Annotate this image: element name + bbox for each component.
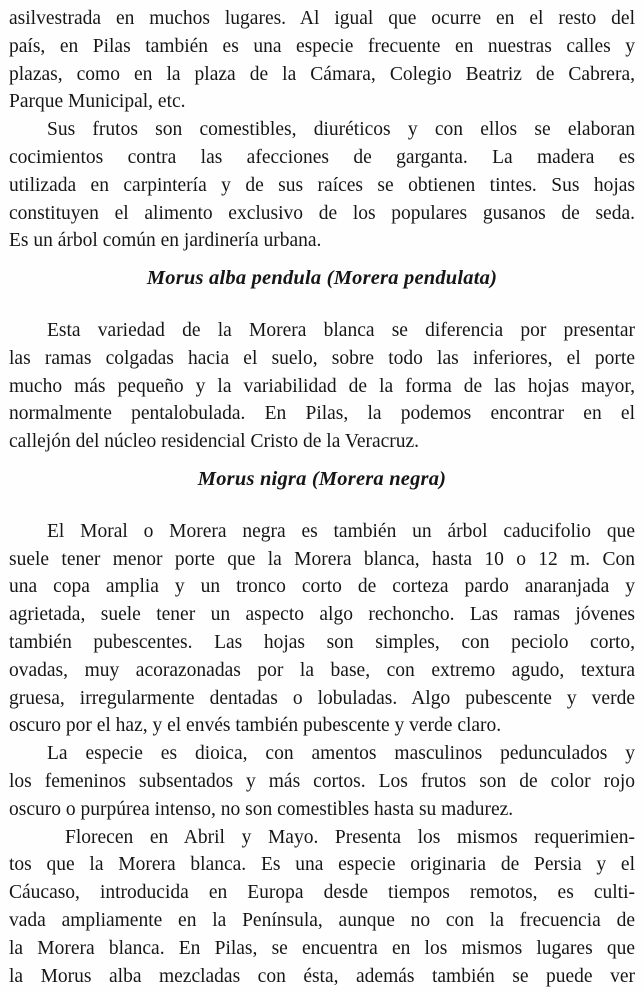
text-line: ovadas, muy acorazonadas por la base, con extremo agudo, textura xyxy=(9,659,635,681)
text-line: El Moral o Morera negra es también un árbol caducifolio que xyxy=(47,520,635,542)
text-line: Cáucaso, introducida en Europa desde tiempos remotos, es culti- xyxy=(9,882,635,904)
text-line: gruesa, irregularmente dentadas o lobuladas. Algo pubescente y verde xyxy=(9,687,635,709)
text-line: utilizada en carpintería y de sus raíces se obtienen tintes. Sus hojas xyxy=(9,174,635,196)
text-line: oscuro o purpúrea intenso, no son comestibles hasta su madurez. xyxy=(9,798,514,820)
paragraph xyxy=(9,5,635,116)
text-line: la Morera blanca. En Pilas, se encuentra en los mismos lugares que xyxy=(9,937,635,959)
text-line: normalmente pentalobulada. En Pilas, la podemos encontrar en el xyxy=(9,403,635,425)
section-heading: Morus alba pendula (Morera pendulata) xyxy=(146,267,498,290)
paragraph xyxy=(9,116,635,255)
text-line: las ramas colgadas hacia el suelo, sobre todo las inferiores, el porte xyxy=(9,347,635,369)
text-line: vada ampliamente en la Península, aunque no con la frecuencia de xyxy=(9,909,635,931)
text-line: oscuro por el haz, y el envés también pubescente y verde claro. xyxy=(9,715,502,737)
text-line: La especie es dioica, con amentos masculinos pedunculados y xyxy=(47,743,635,765)
text-column xyxy=(9,5,635,990)
text-line: Esta variedad de la Morera blanca se diferencia por presentar xyxy=(47,319,635,341)
paragraph xyxy=(9,518,635,740)
text-line: una copa amplia y un tronco corto de corteza pardo anaranjada y xyxy=(9,576,635,598)
text-line: Es un árbol común en jardinería urbana. xyxy=(9,230,322,252)
paragraph xyxy=(9,824,635,991)
text-line: Sus frutos son comestibles, diuréticos y con ellos se elaboran xyxy=(47,119,635,141)
text-line: país, en Pilas también es una especie frecuente en nuestras calles y xyxy=(9,35,635,57)
text-line: mucho más pequeño y la variabilidad de la forma de las hojas mayor, xyxy=(9,375,635,397)
text-line: callejón del núcleo residencial Cristo de la Veracruz. xyxy=(9,431,420,453)
text-line: Florecen en Abril y Mayo. Presenta los mismos requerimien- xyxy=(65,826,635,848)
text-line: tos que la Morera blanca. Es una especie originaria de Persia y el xyxy=(9,854,635,876)
text-line: plazas, como en la plaza de la Cámara, Colegio Beatriz de Cabrera, xyxy=(9,63,635,85)
text-line: suele tener menor porte que la Morera blanca, hasta 10 o 12 m. Con xyxy=(9,548,635,570)
text-line: asilvestrada en muchos lugares. Al igual que ocurre en el resto del xyxy=(9,8,635,29)
section-heading: Morus nigra (Morera negra) xyxy=(197,467,447,490)
text-line: Parque Municipal, etc. xyxy=(9,91,186,113)
text-line: también pubescentes. Las hojas son simples, con peciolo corto, xyxy=(9,631,635,653)
text-line: agrietada, suele tener un aspecto algo rechoncho. Las ramas jóvenes xyxy=(9,604,635,626)
paragraph xyxy=(9,740,635,823)
text-line: constituyen el alimento exclusivo de los populares gusanos de seda. xyxy=(9,202,635,224)
text-line: los femeninos subsentados y más cortos. Los frutos son de color rojo xyxy=(9,770,635,792)
text-line: la Morus alba mezcladas con ésta, además también se puede ver xyxy=(9,965,635,987)
text-line: cocimientos contra las afecciones de garganta. La madera es xyxy=(9,146,635,168)
paragraph xyxy=(9,317,635,456)
